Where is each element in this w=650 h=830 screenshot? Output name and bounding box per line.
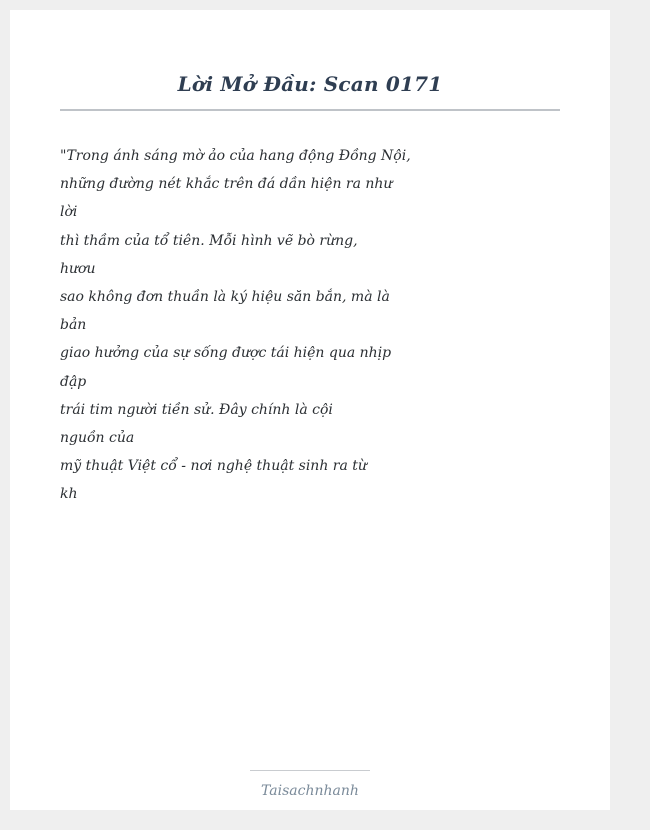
page-title: Lời Mở Đầu: Scan 0171 — [177, 72, 443, 96]
text-line: trái tim người tiền sử. Đây chính là cội — [60, 401, 333, 418]
text-line: kh — [60, 486, 78, 503]
text-line: hươu — [60, 260, 96, 277]
body-text — [60, 142, 560, 508]
text-line: thì thầm của tổ tiên. Mỗi hình vẽ bò rừng, — [60, 232, 358, 249]
document-page — [10, 10, 610, 810]
text-line: đập — [60, 373, 87, 390]
footer-divider — [250, 770, 370, 771]
text-line: nguồn của — [60, 429, 135, 446]
text-line: sao không đơn thuần là ký hiệu săn bắn, mà là — [60, 288, 390, 305]
text-line: những đường nét khắc trên đá dần hiện ra như — [60, 176, 393, 193]
text-line: lời — [60, 204, 78, 221]
text-line: bản — [60, 317, 87, 334]
text-line: mỹ thuật Việt cổ - nơi nghệ thuật sinh ra từ — [60, 458, 367, 475]
footer-text: Taisachnhanh — [261, 783, 359, 799]
text-line: giao hưởng của sự sống được tái hiện qua nhịp — [60, 345, 392, 362]
title-divider — [60, 109, 560, 111]
text-line: "Trong ánh sáng mờ ảo của hang động Đồng Nội, — [60, 148, 411, 164]
